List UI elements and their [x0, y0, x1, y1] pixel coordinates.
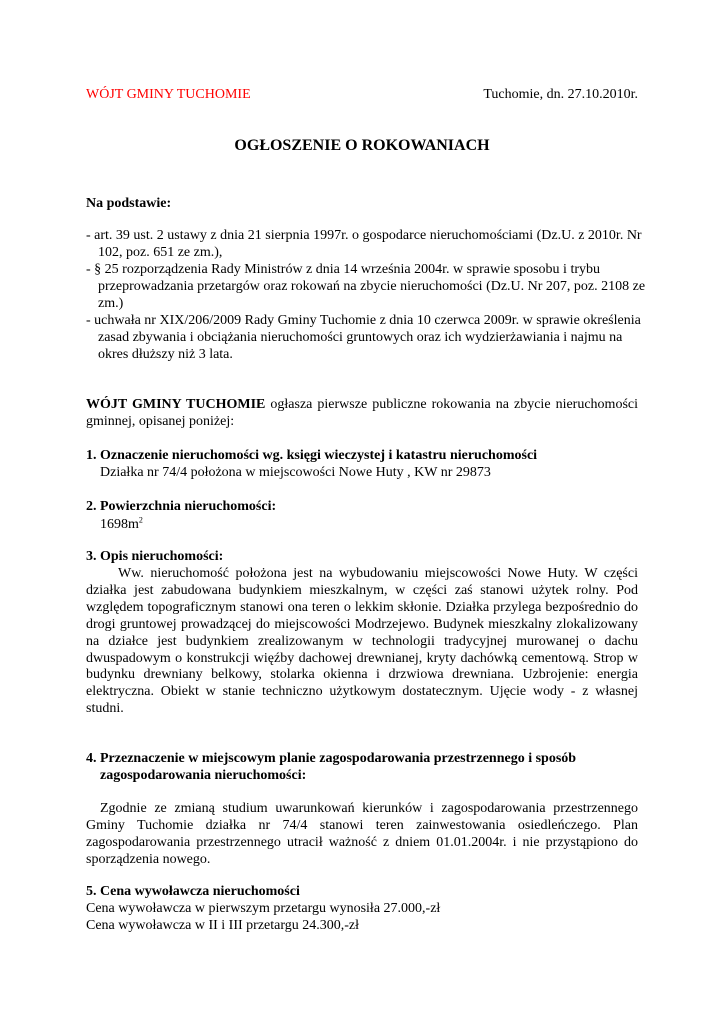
section-4-heading: 4. Przeznaczenie w miejscowym planie zagospodarowania przestrzennego i sposób zagospodarowania nieruchomości: — [86, 751, 577, 783]
section-4-body: Zgodnie ze zmianą studium uwarunkowań kierunków i zagospodarowania przestrzennego Gminy Tuchomie działka nr 74/4 stanowi teren zainwestowania osiedleńczego. Plan zagospodarowania przestrzennego utracił ważność z dniem 01.01.2004r. i nie przystąpiono do sporządzenia nowego. — [86, 801, 638, 867]
announcement-authority: WÓJT GMINY TUCHOMIE — [86, 397, 266, 412]
section-2-value — [86, 517, 652, 534]
area-unit-superscript: 2 — [138, 515, 143, 525]
authority-header: WÓJT GMINY TUCHOMIE — [86, 87, 251, 102]
section-2-heading: 2. Powierzchnia nieruchomości: — [86, 499, 277, 514]
basis-heading: Na podstawie: — [86, 196, 172, 211]
basis-item-2: - § 25 rozporządzenia Rady Ministrów z dnia 14 września 2004r. w sprawie sposobu i trybu przeprowadzania przetargów oraz rokowań na zbycie nieruchomości (Dz.U. Nr 207, poz. 2108 ze zm.) — [86, 262, 646, 311]
price-second-third-tender: Cena wywoławcza w II i III przetargu 24.300,-zł — [86, 918, 360, 933]
price-first-tender: Cena wywoławcza w pierwszym przetargu wynosiła 27.000,-zł — [86, 901, 441, 916]
announcement-text: ogłasza pierwsze publiczne rokowania na zbycie nieruchomości gminnej, opisanej poniżej: — [86, 397, 638, 429]
place-date: Tuchomie, dn. 27.10.2010r. — [483, 87, 638, 102]
section-5-heading: 5. Cena wywoławcza nieruchomości — [86, 884, 300, 899]
basis-item-1: - art. 39 ust. 2 ustawy z dnia 21 sierpnia 1997r. o gospodarce nieruchomościami (Dz.U. z 2010r. Nr 102, poz. 651 ze zm.), — [86, 228, 642, 260]
section-1-body: Działka nr 74/4 położona w miejscowości Nowe Huty , KW nr 29873 — [100, 465, 491, 480]
announcement-paragraph — [86, 397, 638, 431]
area-value: 1698m — [100, 517, 139, 532]
page-title: OGŁOSZENIE O ROKOWANIACH — [234, 137, 490, 154]
section-3-heading: 3. Opis nieruchomości: — [86, 549, 224, 564]
section-1-heading: 1. Oznaczenie nieruchomości wg. księgi wieczystej i katastru nieruchomości — [86, 448, 538, 463]
basis-item-3: - uchwała nr XIX/206/2009 Rady Gminy Tuchomie z dnia 10 czerwca 2009r. w sprawie określenia zasad zbywania i obciążania nieruchomości gruntowych oraz ich wydzierżawiania i najmu na okres dłuższy niż 3 lata. — [86, 313, 641, 362]
section-3-body: Ww. nieruchomość położona jest na wybudowaniu miejscowości Nowe Huty. W części działka jest zabudowana budynkiem mieszkalnym, w części zaś stanowi użytek rolny. Pod względem topograficznym stanowi ona teren o lekkim skłonie. Działka przylega bezpośrednio do drogi gruntowej prowadzącej do miejscowości Modrzejewo. Budynek mieszkalny zlokalizowany na działce jest budynkiem zrealizowanym w technologii tradycyjnej murowanej o dachu dwuspadowym o konstrukcji więźby dachowej drewnianej, kryty dachówką cementową. Strop w budynku drewniany belkowy, stolarka okienna i drzwiowa drewniana. Uzbrojenie: energia elektryczna. Obiekt w stanie techniczno użytkowym dostatecznym. Ujęcie wody - z własnej studni. — [86, 566, 638, 717]
